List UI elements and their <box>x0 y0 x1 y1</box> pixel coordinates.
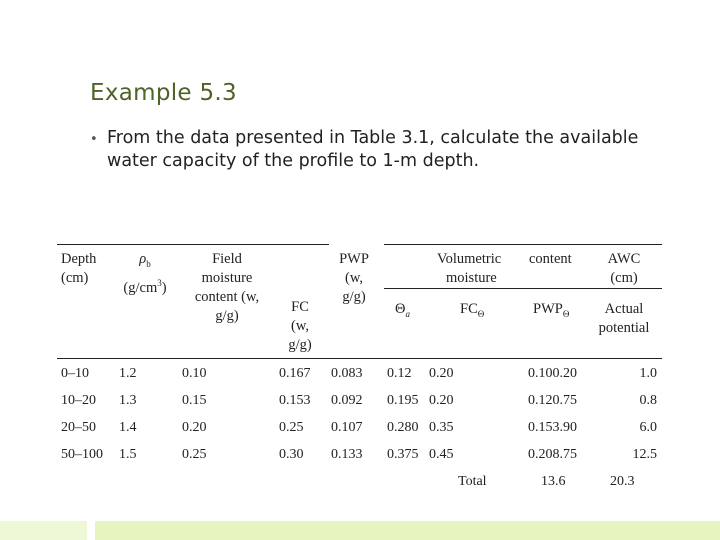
header-awc: AWC (cm) <box>607 251 641 286</box>
bullet-item <box>90 127 650 173</box>
table-top-rule-right <box>384 244 662 245</box>
cell-pwp: 0.092 <box>331 393 363 408</box>
header-pwp-theta: $PWP_\Theta$ <box>533 301 570 319</box>
cell-depth: 10–20 <box>61 393 96 408</box>
cell-rho: 1.5 <box>119 447 137 462</box>
table-top-rule-left <box>57 244 329 245</box>
cell-pwp-theta: 0.100.20 <box>528 366 577 381</box>
cell-field: 0.10 <box>182 366 207 381</box>
cell-theta-a: 0.280 <box>387 420 419 435</box>
cell-awc: 0.8 <box>639 393 657 408</box>
cell-fc-theta: 0.45 <box>429 447 454 462</box>
cell-pwp: 0.083 <box>331 366 363 381</box>
header-actual-potential: Actual potential <box>598 301 650 336</box>
cell-pwp: 0.107 <box>331 420 363 435</box>
cell-fc-theta: 0.35 <box>429 420 454 435</box>
header-moisture: moisture <box>446 270 497 286</box>
bullet-dot-icon: • <box>90 132 98 147</box>
header-content: content <box>529 251 572 267</box>
header-bulk-density: $\rho_b$ $(g/cm^3)$ <box>123 251 167 296</box>
cell-rho: 1.4 <box>119 420 137 435</box>
table-subheader-rule <box>384 288 662 289</box>
cell-awc: 1.0 <box>639 366 657 381</box>
cell-fc-theta: 0.20 <box>429 393 454 408</box>
cell-fc: 0.25 <box>279 420 304 435</box>
cell-awc: 6.0 <box>639 420 657 435</box>
header-fc-theta: $FC_\Theta$ <box>460 301 485 319</box>
cell-fc: 0.30 <box>279 447 304 462</box>
data-table-image <box>57 244 662 494</box>
footer-accent-bar-left <box>0 521 87 540</box>
total-actual: 13.6 <box>541 474 566 489</box>
cell-field: 0.25 <box>182 447 207 462</box>
bullet-text: From the data presented in Table 3.1, calculate the available water capacity of the profile to 1-m depth. <box>107 128 639 171</box>
header-volumetric: Volumetric <box>437 251 502 267</box>
cell-pwp: 0.133 <box>331 447 363 462</box>
cell-awc: 12.5 <box>632 447 657 462</box>
header-pwp: PWP (w, g/g) <box>339 251 369 305</box>
slide-title: Example 5.3 <box>90 80 237 106</box>
cell-pwp-theta: 0.120.75 <box>528 393 577 408</box>
header-theta-a: $\Theta_a$ <box>395 301 410 319</box>
header-fc: FC (w, g/g) <box>288 299 312 353</box>
cell-field: 0.20 <box>182 420 207 435</box>
header-depth: Depth (cm) <box>61 251 97 286</box>
total-potential: 20.3 <box>610 474 635 489</box>
cell-depth: 50–100 <box>61 447 103 462</box>
cell-fc-theta: 0.20 <box>429 366 454 381</box>
footer-accent-bar-right <box>95 521 720 540</box>
cell-field: 0.15 <box>182 393 207 408</box>
table-header-bottom-rule <box>57 358 662 359</box>
cell-fc: 0.153 <box>279 393 311 408</box>
cell-depth: 20–50 <box>61 420 96 435</box>
cell-theta-a: 0.12 <box>387 366 412 381</box>
cell-fc: 0.167 <box>279 366 311 381</box>
total-label: Total <box>458 474 487 489</box>
cell-theta-a: 0.195 <box>387 393 419 408</box>
cell-theta-a: 0.375 <box>387 447 419 462</box>
cell-rho: 1.2 <box>119 366 137 381</box>
cell-rho: 1.3 <box>119 393 137 408</box>
cell-depth: 0–10 <box>61 366 89 381</box>
header-field-moisture: Field moisture content (w, g/g) <box>194 251 260 324</box>
cell-pwp-theta: 0.208.75 <box>528 447 577 462</box>
cell-pwp-theta: 0.153.90 <box>528 420 577 435</box>
